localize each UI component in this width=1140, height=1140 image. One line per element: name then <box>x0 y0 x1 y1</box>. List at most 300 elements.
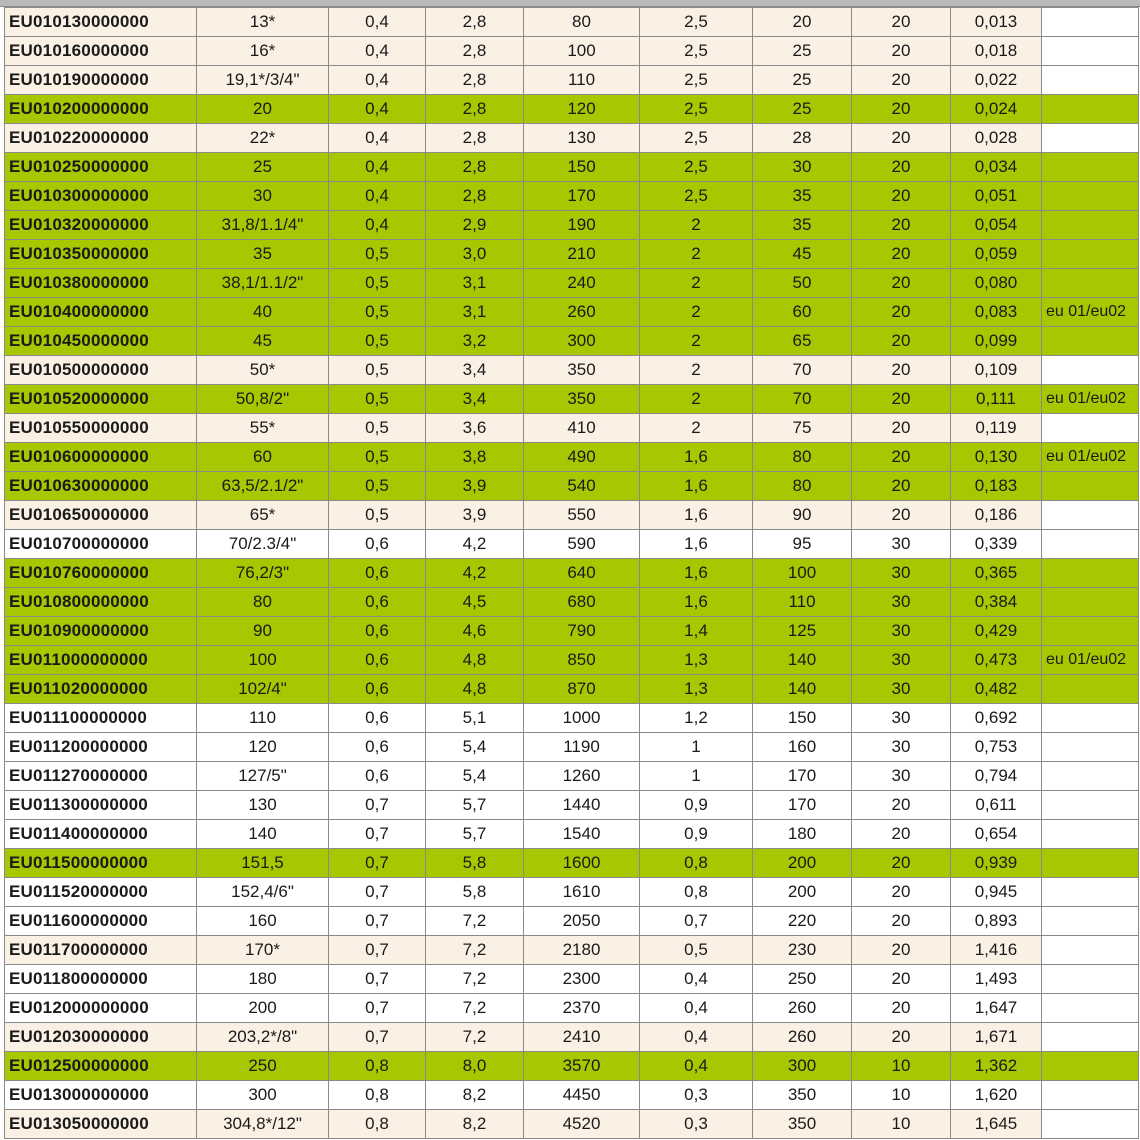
table-cell: 0,482 <box>951 675 1042 704</box>
table-row <box>5 1023 1139 1052</box>
table-cell: 2370 <box>524 994 640 1023</box>
table-cell: 2410 <box>524 1023 640 1052</box>
table-cell: 20 <box>852 298 951 327</box>
table-cell: 4,2 <box>426 559 524 588</box>
table-cell: 1,647 <box>951 994 1042 1023</box>
table-row <box>5 704 1139 733</box>
product-spec-table <box>4 7 1139 1139</box>
article-code-cell: EU011600000000 <box>5 907 197 936</box>
table-cell: 16* <box>197 37 329 66</box>
article-code-cell: EU010300000000 <box>5 182 197 211</box>
table-cell: 350 <box>753 1081 852 1110</box>
table-cell: 0,8 <box>640 849 753 878</box>
table-cell: 0,4 <box>329 66 426 95</box>
table-cell: eu 01/eu02 <box>1042 443 1139 472</box>
table-cell: 0,6 <box>329 733 426 762</box>
table-cell: 2,5 <box>640 95 753 124</box>
table-cell <box>1042 414 1139 443</box>
table-cell: 20 <box>852 327 951 356</box>
table-cell: 60 <box>753 298 852 327</box>
article-code-cell: EU010220000000 <box>5 124 197 153</box>
table-cell: 38,1/1.1/2" <box>197 269 329 298</box>
table-cell: 13* <box>197 8 329 37</box>
table-cell: 0,7 <box>329 994 426 1023</box>
table-cell: 0,4 <box>640 1052 753 1081</box>
table-cell <box>1042 994 1139 1023</box>
table-cell: 0,022 <box>951 66 1042 95</box>
table-cell: 20 <box>852 878 951 907</box>
table-cell: 1440 <box>524 791 640 820</box>
table-cell: 0,692 <box>951 704 1042 733</box>
table-row <box>5 66 1139 95</box>
table-cell: 20 <box>852 907 951 936</box>
table-cell <box>1042 617 1139 646</box>
table-cell: 2 <box>640 356 753 385</box>
table-cell: 0,111 <box>951 385 1042 414</box>
table-cell: 0,753 <box>951 733 1042 762</box>
table-cell: 0,5 <box>329 356 426 385</box>
table-cell: 35 <box>753 182 852 211</box>
table-cell: 3,0 <box>426 240 524 269</box>
table-row <box>5 124 1139 153</box>
table-cell: 20 <box>852 936 951 965</box>
table-cell: 0,6 <box>329 559 426 588</box>
table-row <box>5 1081 1139 1110</box>
table-cell: 19,1*/3/4" <box>197 66 329 95</box>
table-cell: 20 <box>852 95 951 124</box>
table-cell: 2,5 <box>640 66 753 95</box>
table-row <box>5 1110 1139 1139</box>
article-code-cell: EU012030000000 <box>5 1023 197 1052</box>
table-cell: 1,6 <box>640 443 753 472</box>
table-cell: 210 <box>524 240 640 269</box>
table-row <box>5 849 1139 878</box>
table-cell: 1,671 <box>951 1023 1042 1052</box>
table-cell: 75 <box>753 414 852 443</box>
article-code-cell: EU010800000000 <box>5 588 197 617</box>
table-cell: 20 <box>852 356 951 385</box>
table-cell: 180 <box>753 820 852 849</box>
article-code-cell: EU011500000000 <box>5 849 197 878</box>
table-cell: 20 <box>753 8 852 37</box>
table-cell: 60 <box>197 443 329 472</box>
table-cell: 0,7 <box>329 878 426 907</box>
table-cell: 1000 <box>524 704 640 733</box>
table-cell: 20 <box>852 994 951 1023</box>
table-cell <box>1042 95 1139 124</box>
table-cell: 0,6 <box>329 762 426 791</box>
table-cell: 3,6 <box>426 414 524 443</box>
table-cell: 30 <box>852 646 951 675</box>
table-cell: 10 <box>852 1081 951 1110</box>
table-cell: 0,8 <box>329 1110 426 1139</box>
table-cell: 20 <box>852 1023 951 1052</box>
table-cell: 0,034 <box>951 153 1042 182</box>
table-cell: 2,5 <box>640 153 753 182</box>
table-cell: 0,945 <box>951 878 1042 907</box>
table-row <box>5 95 1139 124</box>
table-row <box>5 791 1139 820</box>
table-cell: 45 <box>197 327 329 356</box>
table-cell: 110 <box>524 66 640 95</box>
table-row <box>5 820 1139 849</box>
table-cell: 20 <box>852 385 951 414</box>
table-cell: 20 <box>852 849 951 878</box>
table-cell <box>1042 733 1139 762</box>
table-cell: 2 <box>640 298 753 327</box>
table-cell: 3,9 <box>426 501 524 530</box>
table-cell: 0,5 <box>329 298 426 327</box>
table-cell: 20 <box>852 791 951 820</box>
table-cell: 4,6 <box>426 617 524 646</box>
table-cell: 80 <box>753 472 852 501</box>
table-cell: 90 <box>197 617 329 646</box>
table-cell: 1,416 <box>951 936 1042 965</box>
table-cell: 2050 <box>524 907 640 936</box>
table-cell: 2,8 <box>426 153 524 182</box>
table-body <box>5 8 1139 1139</box>
article-code-cell: EU010450000000 <box>5 327 197 356</box>
table-cell <box>1042 182 1139 211</box>
table-cell: 200 <box>753 849 852 878</box>
table-row <box>5 559 1139 588</box>
table-cell: 5,8 <box>426 849 524 878</box>
table-cell: 20 <box>852 443 951 472</box>
table-cell: 0,5 <box>329 443 426 472</box>
table-cell: 125 <box>753 617 852 646</box>
table-cell: 30 <box>852 704 951 733</box>
table-cell: 260 <box>753 994 852 1023</box>
table-cell: 1,362 <box>951 1052 1042 1081</box>
table-cell: 50 <box>753 269 852 298</box>
table-cell: 80 <box>197 588 329 617</box>
table-cell: 1,6 <box>640 559 753 588</box>
table-row <box>5 994 1139 1023</box>
table-cell: 1,2 <box>640 704 753 733</box>
table-cell: 10 <box>852 1110 951 1139</box>
table-cell: 35 <box>197 240 329 269</box>
table-row <box>5 965 1139 994</box>
table-cell: 0,059 <box>951 240 1042 269</box>
table-cell: 110 <box>753 588 852 617</box>
table-cell: 0,6 <box>329 646 426 675</box>
table-cell: 3,1 <box>426 269 524 298</box>
table-cell: 0,8 <box>640 878 753 907</box>
article-code-cell: EU010350000000 <box>5 240 197 269</box>
article-code-cell: EU010630000000 <box>5 472 197 501</box>
table-cell: 2 <box>640 269 753 298</box>
table-cell: 0,939 <box>951 849 1042 878</box>
table-cell: 130 <box>197 791 329 820</box>
table-cell: 90 <box>753 501 852 530</box>
table-cell: 200 <box>753 878 852 907</box>
article-code-cell: EU010550000000 <box>5 414 197 443</box>
table-cell: 76,2/3" <box>197 559 329 588</box>
table-cell: 140 <box>753 646 852 675</box>
table-cell: 20 <box>852 37 951 66</box>
table-cell <box>1042 153 1139 182</box>
table-cell <box>1042 965 1139 994</box>
table-row <box>5 1052 1139 1081</box>
table-cell: 20 <box>852 8 951 37</box>
table-row <box>5 675 1139 704</box>
table-cell: 0,6 <box>329 588 426 617</box>
table-cell: 0,794 <box>951 762 1042 791</box>
article-code-cell: EU011700000000 <box>5 936 197 965</box>
table-cell: 0,183 <box>951 472 1042 501</box>
table-cell: 850 <box>524 646 640 675</box>
table-cell: 0,186 <box>951 501 1042 530</box>
table-cell: 20 <box>852 414 951 443</box>
table-cell: 0,7 <box>329 965 426 994</box>
table-cell: 50* <box>197 356 329 385</box>
table-cell: 0,6 <box>329 617 426 646</box>
article-code-cell: EU013050000000 <box>5 1110 197 1139</box>
table-cell: 0,3 <box>640 1110 753 1139</box>
table-cell: 80 <box>524 8 640 37</box>
table-cell: 0,4 <box>640 965 753 994</box>
table-cell <box>1042 849 1139 878</box>
table-cell: 230 <box>753 936 852 965</box>
article-code-cell: EU010380000000 <box>5 269 197 298</box>
table-cell: 0,028 <box>951 124 1042 153</box>
table-cell: 1 <box>640 762 753 791</box>
table-cell: 150 <box>753 704 852 733</box>
table-cell <box>1042 559 1139 588</box>
table-cell: 160 <box>197 907 329 936</box>
table-cell: 25 <box>197 153 329 182</box>
table-cell: 22* <box>197 124 329 153</box>
table-cell: eu 01/eu02 <box>1042 298 1139 327</box>
article-code-cell: EU010650000000 <box>5 501 197 530</box>
table-row <box>5 443 1139 472</box>
table-cell: 5,1 <box>426 704 524 733</box>
table-row <box>5 327 1139 356</box>
table-cell: 0,018 <box>951 37 1042 66</box>
table-cell: 140 <box>197 820 329 849</box>
table-cell: 20 <box>197 95 329 124</box>
table-row <box>5 646 1139 675</box>
table-cell: 2,5 <box>640 37 753 66</box>
table-cell <box>1042 791 1139 820</box>
table-cell: 4,8 <box>426 646 524 675</box>
table-cell: 0,6 <box>329 675 426 704</box>
table-cell: 0,339 <box>951 530 1042 559</box>
table-cell: 102/4" <box>197 675 329 704</box>
table-cell: 120 <box>524 95 640 124</box>
article-code-cell: EU012000000000 <box>5 994 197 1023</box>
table-cell: 95 <box>753 530 852 559</box>
table-cell: 0,654 <box>951 820 1042 849</box>
table-cell: 0,5 <box>329 501 426 530</box>
table-cell: 180 <box>197 965 329 994</box>
table-cell: 0,013 <box>951 8 1042 37</box>
table-cell: 300 <box>753 1052 852 1081</box>
table-cell <box>1042 327 1139 356</box>
table-cell: 0,024 <box>951 95 1042 124</box>
table-cell: eu 01/eu02 <box>1042 646 1139 675</box>
table-cell: 680 <box>524 588 640 617</box>
table-cell: 4,8 <box>426 675 524 704</box>
table-cell: 0,4 <box>329 8 426 37</box>
table-row <box>5 762 1139 791</box>
table-row <box>5 414 1139 443</box>
table-cell: 160 <box>753 733 852 762</box>
table-row <box>5 182 1139 211</box>
table-cell: 0,4 <box>329 153 426 182</box>
table-cell: 0,611 <box>951 791 1042 820</box>
article-code-cell: EU011100000000 <box>5 704 197 733</box>
table-cell: 7,2 <box>426 994 524 1023</box>
table-cell: 4,5 <box>426 588 524 617</box>
table-cell: 170 <box>753 791 852 820</box>
table-cell: 220 <box>753 907 852 936</box>
article-code-cell: EU010700000000 <box>5 530 197 559</box>
table-row <box>5 240 1139 269</box>
table-cell: 0,4 <box>329 182 426 211</box>
table-cell: 1260 <box>524 762 640 791</box>
table-cell: 3,4 <box>426 385 524 414</box>
table-cell: 2 <box>640 414 753 443</box>
table-cell: 30 <box>852 675 951 704</box>
table-cell: 110 <box>197 704 329 733</box>
table-cell: 3,4 <box>426 356 524 385</box>
table-cell <box>1042 356 1139 385</box>
table-cell: 790 <box>524 617 640 646</box>
table-cell: 30 <box>852 530 951 559</box>
article-code-cell: EU010320000000 <box>5 211 197 240</box>
table-cell: 2,8 <box>426 8 524 37</box>
table-cell: 25 <box>753 37 852 66</box>
table-cell <box>1042 820 1139 849</box>
table-cell: 5,7 <box>426 791 524 820</box>
table-cell: 640 <box>524 559 640 588</box>
article-code-cell: EU010200000000 <box>5 95 197 124</box>
table-row <box>5 936 1139 965</box>
table-cell: 0,7 <box>640 907 753 936</box>
table-row <box>5 269 1139 298</box>
table-cell: 0,9 <box>640 791 753 820</box>
article-code-cell: EU011800000000 <box>5 965 197 994</box>
table-cell: 70/2.3/4" <box>197 530 329 559</box>
table-cell: 80 <box>753 443 852 472</box>
table-cell <box>1042 1023 1139 1052</box>
table-cell: 2 <box>640 240 753 269</box>
table-cell: 0,5 <box>329 240 426 269</box>
table-cell: 65 <box>753 327 852 356</box>
table-cell: 550 <box>524 501 640 530</box>
table-cell: 0,365 <box>951 559 1042 588</box>
table-cell: 0,119 <box>951 414 1042 443</box>
table-cell: 0,5 <box>329 472 426 501</box>
table-cell: 0,4 <box>329 95 426 124</box>
article-code-cell: EU010190000000 <box>5 66 197 95</box>
table-cell: 7,2 <box>426 907 524 936</box>
table-cell: 0,099 <box>951 327 1042 356</box>
table-cell: 20 <box>852 501 951 530</box>
article-code-cell: EU011200000000 <box>5 733 197 762</box>
table-cell: 870 <box>524 675 640 704</box>
article-code-cell: EU011520000000 <box>5 878 197 907</box>
table-cell <box>1042 704 1139 733</box>
table-cell: 2,8 <box>426 124 524 153</box>
table-cell <box>1042 501 1139 530</box>
table-cell: 4,2 <box>426 530 524 559</box>
table-cell: 20 <box>852 240 951 269</box>
table-cell: 490 <box>524 443 640 472</box>
table-cell: 0,4 <box>640 1023 753 1052</box>
article-code-cell: EU010520000000 <box>5 385 197 414</box>
table-cell <box>1042 1052 1139 1081</box>
table-cell <box>1042 530 1139 559</box>
table-cell <box>1042 124 1139 153</box>
table-cell: 152,4/6" <box>197 878 329 907</box>
table-cell: 4520 <box>524 1110 640 1139</box>
table-row <box>5 878 1139 907</box>
table-cell: 200 <box>197 994 329 1023</box>
table-row <box>5 588 1139 617</box>
table-row <box>5 907 1139 936</box>
table-cell: 70 <box>753 385 852 414</box>
table-cell: 8,2 <box>426 1081 524 1110</box>
table-cell: 28 <box>753 124 852 153</box>
table-cell: 20 <box>852 153 951 182</box>
table-row <box>5 298 1139 327</box>
table-row <box>5 472 1139 501</box>
table-cell: 0,384 <box>951 588 1042 617</box>
table-cell: 2 <box>640 327 753 356</box>
table-cell <box>1042 878 1139 907</box>
table-cell: 100 <box>524 37 640 66</box>
table-cell: 2 <box>640 385 753 414</box>
table-cell: 7,2 <box>426 965 524 994</box>
table-cell <box>1042 936 1139 965</box>
table-cell: 30 <box>197 182 329 211</box>
article-code-cell: EU011270000000 <box>5 762 197 791</box>
table-cell: 1,6 <box>640 588 753 617</box>
table-cell: 410 <box>524 414 640 443</box>
table-cell <box>1042 269 1139 298</box>
table-cell: 2,5 <box>640 182 753 211</box>
table-cell: 1,645 <box>951 1110 1042 1139</box>
table-cell: 0,109 <box>951 356 1042 385</box>
table-row <box>5 617 1139 646</box>
table-cell: 30 <box>852 762 951 791</box>
table-cell: 25 <box>753 95 852 124</box>
table-cell: 0,5 <box>329 385 426 414</box>
table-cell: eu 01/eu02 <box>1042 385 1139 414</box>
table-cell: 0,051 <box>951 182 1042 211</box>
table-cell: 0,5 <box>640 936 753 965</box>
table-cell: 170* <box>197 936 329 965</box>
table-cell: 0,5 <box>329 414 426 443</box>
table-cell: 30 <box>852 559 951 588</box>
table-cell: 140 <box>753 675 852 704</box>
table-cell: 2,8 <box>426 37 524 66</box>
table-cell: 3,8 <box>426 443 524 472</box>
article-code-cell: EU010160000000 <box>5 37 197 66</box>
article-code-cell: EU010400000000 <box>5 298 197 327</box>
article-code-cell: EU010500000000 <box>5 356 197 385</box>
table-cell <box>1042 1081 1139 1110</box>
table-cell <box>1042 472 1139 501</box>
table-cell: 20 <box>852 965 951 994</box>
table-cell: 0,080 <box>951 269 1042 298</box>
table-cell: 1 <box>640 733 753 762</box>
article-code-cell: EU011300000000 <box>5 791 197 820</box>
table-cell <box>1042 211 1139 240</box>
table-cell: 1610 <box>524 878 640 907</box>
